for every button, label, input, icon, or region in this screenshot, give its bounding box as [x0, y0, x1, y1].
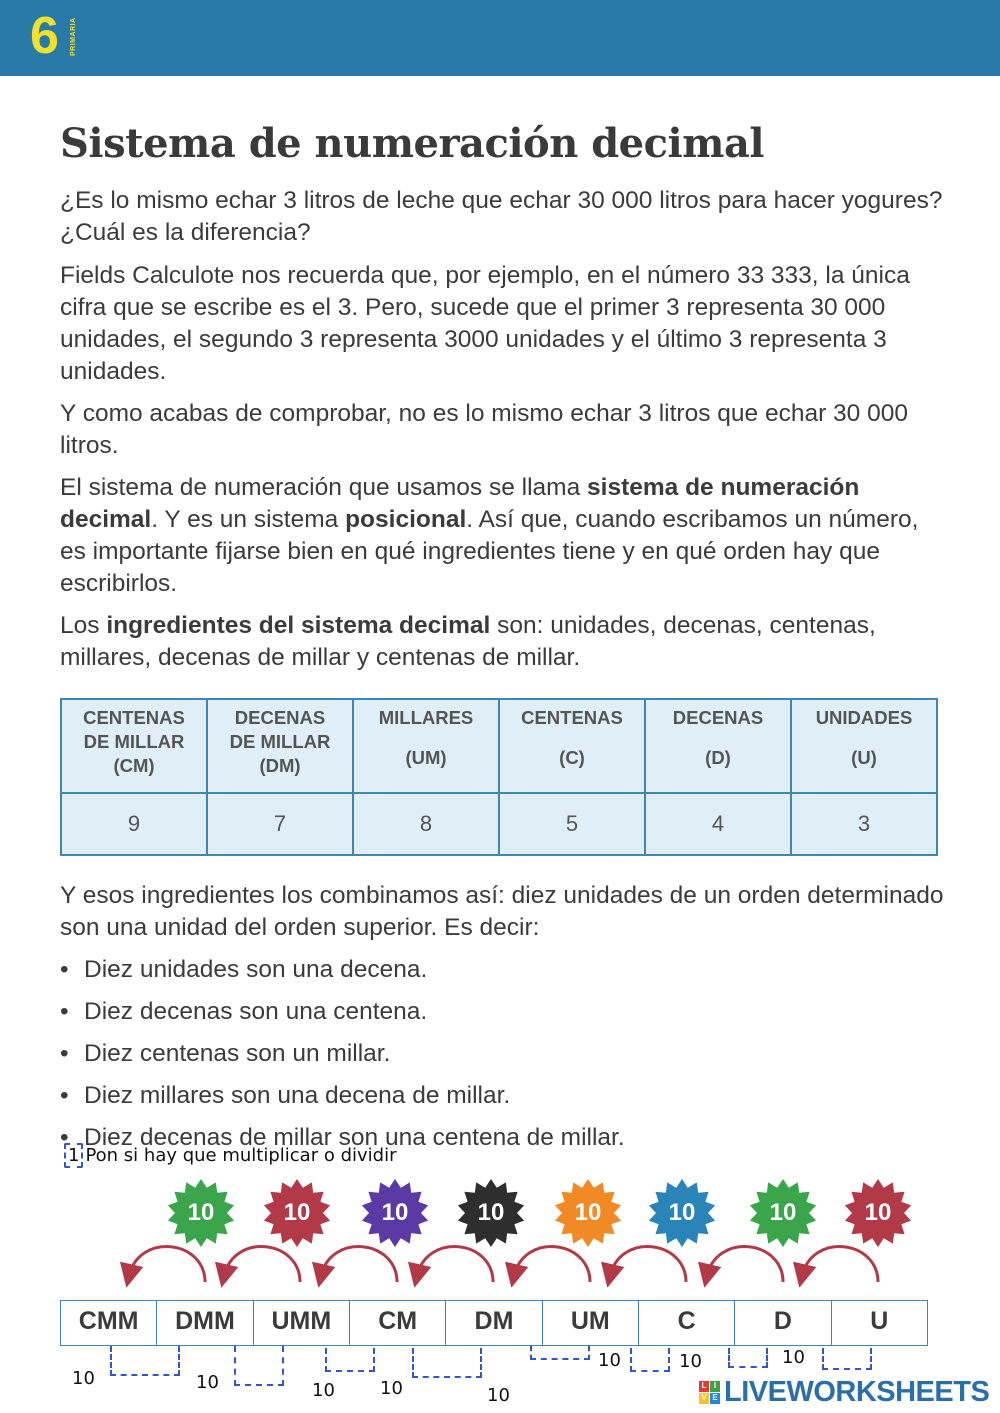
- table-cell: 9: [61, 793, 207, 855]
- logo-text: LIVEWORKSHEETS: [724, 1376, 990, 1408]
- units-row: [60, 1300, 928, 1346]
- badge-10: 10: [166, 1178, 236, 1248]
- curved-arrow: [802, 1247, 878, 1282]
- table-cell: 7: [207, 793, 353, 855]
- list-item: • Diez millares son una decena de millar.: [60, 1082, 511, 1109]
- curved-arrow: [707, 1247, 783, 1282]
- table-header: DECENAS (D): [645, 699, 791, 793]
- list-item: • Diez decenas son una centena.: [60, 998, 428, 1025]
- curved-arrow: [417, 1247, 493, 1282]
- answer-drop-zone[interactable]: [325, 1348, 375, 1372]
- answer-drop-zone[interactable]: [530, 1346, 590, 1360]
- unit-cell: UMM: [254, 1301, 350, 1345]
- table-cell: 5: [499, 793, 645, 855]
- curved-arrow: [514, 1247, 590, 1282]
- curved-arrow: [610, 1247, 686, 1282]
- unit-cell: DMM: [157, 1301, 253, 1345]
- table-cell: 3: [791, 793, 937, 855]
- badge-10: 10: [262, 1178, 332, 1248]
- list-item: • Diez decenas de millar son una centena de millar.: [60, 1124, 625, 1151]
- answer-value[interactable]: 10: [312, 1380, 335, 1401]
- list-item: • Diez unidades son una decena.: [60, 956, 428, 983]
- curved-arrow: [129, 1247, 205, 1282]
- table-header: UNIDADES (U): [791, 699, 937, 793]
- answer-drop-zone[interactable]: [234, 1346, 284, 1386]
- badge-10: 10: [843, 1178, 913, 1248]
- answer-drop-zone[interactable]: [630, 1348, 670, 1372]
- exercise-number: 1: [64, 1143, 83, 1168]
- unit-cell: CMM: [61, 1301, 157, 1345]
- table-row: [61, 793, 937, 855]
- paragraph-example: Fields Calculote nos recuerda que, por ejemplo, en el número 33 333, la única cifra que se escribe es el 3. Pero, sucede que el primer 3 representa 30 000 unidades, el segundo 3 representa 3000 unidades y el último 3 representa 3 unidades.: [60, 262, 910, 385]
- badge-10: 10: [647, 1178, 717, 1248]
- table-cell: 4: [645, 793, 791, 855]
- badge-10: 10: [553, 1178, 623, 1248]
- curved-arrow: [224, 1247, 300, 1282]
- unit-cell: C: [639, 1301, 735, 1345]
- unit-cell: D: [735, 1301, 831, 1345]
- table-header: MILLARES (UM): [353, 699, 499, 793]
- unit-cell: DM: [446, 1301, 542, 1345]
- grade-number: 6: [30, 7, 59, 65]
- answer-drop-zone[interactable]: [822, 1348, 872, 1370]
- exercise-instruction: 1 Pon si hay que multiplicar o dividir: [64, 1143, 396, 1168]
- paragraph-ingredients: Los ingredientes del sistema decimal son: unidades, decenas, centenas, millares, decenas de millar y centenas de millar.: [60, 612, 876, 671]
- badge-10: 10: [748, 1178, 818, 1248]
- table-header-row: [61, 699, 937, 793]
- table-cell: 8: [353, 793, 499, 855]
- page-title: Sistema de numeración decimal: [60, 120, 765, 167]
- paragraph-combination: Y esos ingredientes los combinamos así: diez unidades de un orden determinado son una unidad del orden superior. Es decir:: [60, 882, 944, 941]
- logo-mark-icon: L IV E: [698, 1380, 722, 1406]
- unit-cell: UM: [543, 1301, 639, 1345]
- place-value-table: [60, 698, 938, 856]
- table-header: CENTENAS DE MILLAR (CM): [61, 699, 207, 793]
- table-header: DECENAS DE MILLAR (DM): [207, 699, 353, 793]
- bullet-list: [60, 954, 940, 1164]
- badge-10: 10: [360, 1178, 430, 1248]
- answer-value[interactable]: 10: [380, 1378, 403, 1399]
- answer-value[interactable]: 10: [598, 1350, 621, 1371]
- badge-10: 10: [456, 1178, 526, 1248]
- paragraph-intro: ¿Es lo mismo echar 3 litros de leche que echar 30 000 litros para hacer yogures? ¿Cuál es la diferencia?: [60, 187, 943, 246]
- answer-value[interactable]: 10: [679, 1351, 702, 1372]
- list-item: • Diez centenas son un millar.: [60, 1040, 391, 1067]
- answer-value[interactable]: 10: [196, 1372, 219, 1393]
- answer-value[interactable]: 10: [72, 1368, 95, 1389]
- paragraph-comparison: Y como acabas de comprobar, no es lo mismo echar 3 litros que echar 30 000 litros.: [60, 400, 908, 459]
- grade-label: PRIMARIA: [70, 17, 77, 56]
- answer-drop-zone[interactable]: [110, 1346, 180, 1376]
- answer-drop-zone[interactable]: [412, 1348, 482, 1378]
- curved-arrow: [321, 1247, 397, 1282]
- unit-cell: U: [870, 1307, 889, 1335]
- answer-value[interactable]: 10: [782, 1347, 805, 1368]
- header-bar: [0, 0, 1000, 76]
- table-header: CENTENAS (C): [499, 699, 645, 793]
- unit-cell: CM: [350, 1301, 446, 1345]
- answer-drop-zone[interactable]: [728, 1348, 768, 1368]
- paragraph-system: El sistema de numeración que usamos se llama sistema de numeración decimal. Y es un sistema posicional. Así que, cuando escribamos un número, es importante fijarse bien en qué ingredientes tiene y en qué orden hay que escribirlos.: [60, 474, 919, 597]
- answer-value[interactable]: 10: [487, 1385, 510, 1406]
- arrows-diagram: [0, 1230, 1000, 1300]
